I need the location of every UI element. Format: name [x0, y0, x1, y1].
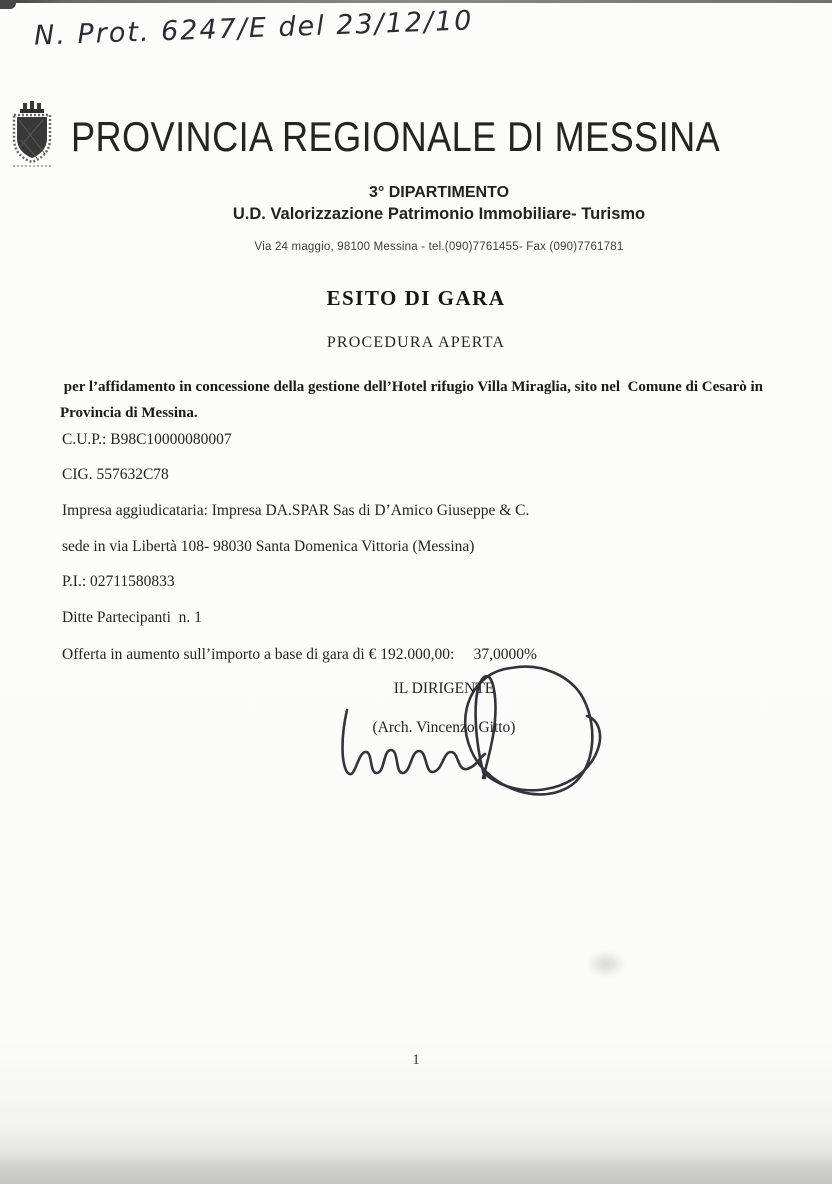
- scan-bottom-shadow: [0, 1154, 832, 1184]
- bidders-line: Ditte Partecipanti n. 1: [62, 609, 202, 626]
- coat-of-arms-icon: [7, 100, 57, 175]
- department-line: 3° DIPARTIMENTO: [368, 184, 510, 201]
- cig-line: CIG. 557632C78: [62, 466, 169, 483]
- signer-role: IL DIRIGENTE: [393, 680, 495, 697]
- awardee-line: Impresa aggiudicataria: Impresa DA.SPAR Sas di D’Amico Giuseppe & C.: [62, 502, 530, 519]
- address-line: Via 24 maggio, 98100 Messina - tel.(090)7761455- Fax (090)7761781: [254, 241, 624, 253]
- unit-line: U.D. Valorizzazione Patrimonio Immobiliare- Turismo: [232, 205, 646, 223]
- scan-smudge: [586, 950, 626, 978]
- cup-line: C.U.P.: B98C10000080007: [62, 431, 232, 448]
- offer-line: Offerta in aumento sull’importo a base di gara di € 192.000,00: 37,0000%: [62, 646, 537, 663]
- page-number: 1: [412, 1052, 420, 1068]
- subject-paragraph: per l’affidamento in concessione della gestione dell’Hotel rifugio Villa Miraglia, sito nel Comune di Cesarò in Provincia di Messina.: [60, 379, 767, 422]
- document-title: ESITO DI GARA: [326, 286, 506, 310]
- organization-name: PROVINCIA REGIONALE DI MESSINA: [70, 112, 720, 160]
- vat-line: P.I.: 02711580833: [62, 573, 175, 590]
- scan-corner-mark: [0, 0, 16, 9]
- scan-top-edge: [0, 0, 832, 3]
- document-subtitle: PROCEDURA APERTA: [326, 334, 506, 351]
- handwritten-protocol-annotation: N. Prot. 6247/E del 23/12/10: [33, 5, 474, 52]
- signer-name: (Arch. Vincenzo Gitto): [372, 719, 516, 736]
- letterhead: [0, 98, 832, 253]
- seat-line: sede in via Libertà 108- 98030 Santa Domenica Vittoria (Messina): [62, 538, 475, 555]
- handwritten-signature: [333, 658, 628, 815]
